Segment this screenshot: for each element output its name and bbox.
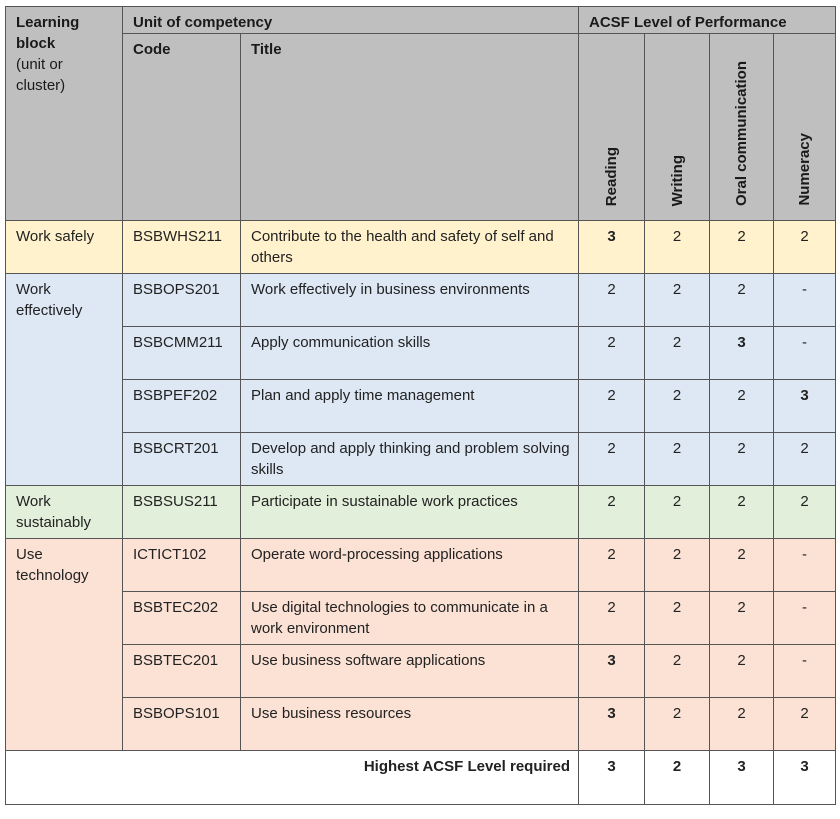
learning-block-cell: Work sustainably [6,486,123,539]
title-cell: Use business software applications [241,645,579,698]
table-row [6,221,836,274]
reading-cell: 3 [579,221,645,274]
title-cell: Use business resources [241,698,579,751]
learning-block-cell: Use technology [6,539,123,751]
title-cell: Use digital technologies to communicate in a work environment [241,592,579,645]
numeracy-cell: - [774,274,836,327]
code-cell: BSBPEF202 [123,380,241,433]
table-row [6,486,836,539]
writing-cell: 2 [645,592,710,645]
code-cell: BSBTEC202 [123,592,241,645]
total-row [6,751,836,805]
learning-block-cell: Work effectively [6,274,123,486]
total-oral: 3 [710,751,774,805]
oral-cell: 2 [710,433,774,486]
title-cell: Operate word-processing applications [241,539,579,592]
writing-cell: 2 [645,327,710,380]
numeracy-header: Numeracy [774,34,836,221]
reading-cell: 2 [579,380,645,433]
code-header: Code [123,34,241,221]
table-row [6,645,836,698]
numeracy-cell: - [774,592,836,645]
numeracy-cell: 2 [774,486,836,539]
acsf-header: ACSF Level of Performance [579,7,836,34]
numeracy-cell: - [774,539,836,592]
oral-cell: 2 [710,698,774,751]
title-cell: Develop and apply thinking and problem solving skills [241,433,579,486]
writing-cell: 2 [645,221,710,274]
reading-cell: 2 [579,274,645,327]
code-cell: BSBSUS211 [123,486,241,539]
writing-cell: 2 [645,698,710,751]
table-row [6,539,836,592]
numeracy-cell: - [774,645,836,698]
numeracy-cell: 2 [774,698,836,751]
oral-cell: 2 [710,592,774,645]
numeracy-cell: 2 [774,221,836,274]
code-cell: BSBOPS101 [123,698,241,751]
writing-cell: 2 [645,486,710,539]
writing-header: Writing [645,34,710,221]
total-label: Highest ACSF Level required [6,751,579,805]
total-numeracy: 3 [774,751,836,805]
reading-cell: 2 [579,327,645,380]
title-cell: Apply communication skills [241,327,579,380]
writing-cell: 2 [645,433,710,486]
reading-header: Reading [579,34,645,221]
learning-block-header [6,7,123,221]
writing-cell: 2 [645,645,710,698]
table-row [6,433,836,486]
code-cell: BSBCRT201 [123,433,241,486]
reading-cell: 2 [579,486,645,539]
code-cell: BSBOPS201 [123,274,241,327]
code-cell: ICTICT102 [123,539,241,592]
reading-cell: 3 [579,698,645,751]
table-row [6,380,836,433]
code-cell: BSBCMM211 [123,327,241,380]
title-cell: Work effectively in business environments [241,274,579,327]
oral-cell: 2 [710,645,774,698]
oral-communication-header: Oral communication [710,34,774,221]
reading-cell: 2 [579,433,645,486]
reading-cell: 2 [579,592,645,645]
code-cell: BSBTEC201 [123,645,241,698]
code-cell: BSBWHS211 [123,221,241,274]
oral-cell: 2 [710,539,774,592]
total-reading: 3 [579,751,645,805]
numeracy-cell: - [774,327,836,380]
total-writing: 2 [645,751,710,805]
writing-cell: 2 [645,274,710,327]
table-row [6,592,836,645]
oral-cell: 3 [710,327,774,380]
reading-cell: 2 [579,539,645,592]
oral-cell: 2 [710,380,774,433]
table-row [6,274,836,327]
learning-block-cell: Work safely [6,221,123,274]
writing-cell: 2 [645,380,710,433]
title-cell: Contribute to the health and safety of self and others [241,221,579,274]
table-row [6,327,836,380]
title-header: Title [241,34,579,221]
oral-cell: 2 [710,274,774,327]
oral-cell: 2 [710,486,774,539]
learning-block-sublabel: (unit or cluster) [16,56,66,94]
numeracy-cell: 2 [774,433,836,486]
acsf-competency-table [5,6,836,805]
unit-of-competency-header: Unit of competency [123,7,579,34]
table-row [6,698,836,751]
numeracy-cell: 3 [774,380,836,433]
writing-cell: 2 [645,539,710,592]
learning-block-label: Learning block [16,14,80,52]
reading-cell: 3 [579,645,645,698]
title-cell: Participate in sustainable work practices [241,486,579,539]
oral-cell: 2 [710,221,774,274]
title-cell: Plan and apply time management [241,380,579,433]
